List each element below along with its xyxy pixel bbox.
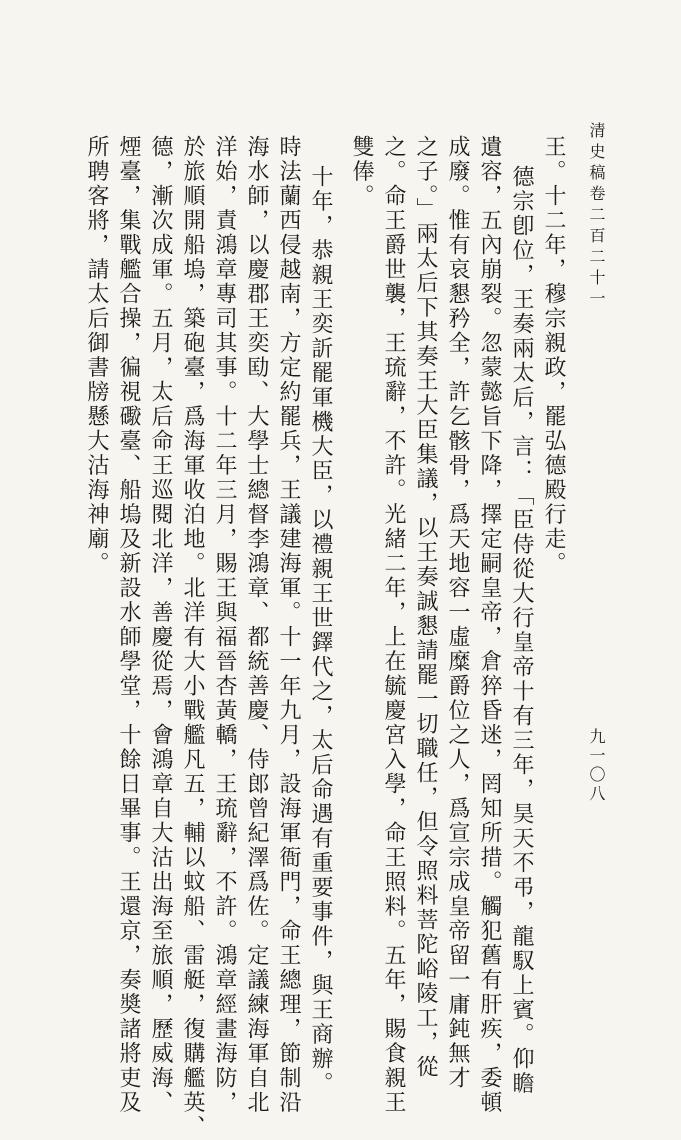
text-column-10: 海水師，以慶郡王奕劻、大學士總督李鴻章、都統善慶、侍郎曾紀澤爲佐。定議練海軍自北 bbox=[244, 135, 269, 1115]
text-column-5: 之子。」兩太后下其奏王大臣集議，以王奏誠懇請罷一切職任，但令照料菩陀峪陵工，從 bbox=[413, 135, 438, 1080]
text-column-2: 德宗卽位，王奏兩太后，言：「臣侍從大行皇帝十有三年，昊天不弔，龍馭上賓。仰瞻 bbox=[509, 165, 534, 1096]
text-column-15: 所聘客將，請太后御書牓懸大沽海神廟。 bbox=[84, 135, 109, 576]
text-column-3: 遺容，五內崩裂。忽蒙懿旨下降，擇定嗣皇帝，倉猝昏迷，罔知所措。觸犯舊有肝疾，委頓 bbox=[477, 135, 502, 1115]
text-column-1: 王。十二年，穆宗親政，罷弘德殿行走。 bbox=[541, 135, 566, 576]
text-column-8: 十年，恭親王奕訢罷軍機大臣，以禮親王世鐸代之，太后命遇有重要事件，與王商辦。 bbox=[308, 165, 333, 1096]
text-column-13: 德，漸次成軍。五月，太后命王巡閱北洋，善慶從焉，會鴻章自大沽出海至旅順，歷威海、 bbox=[148, 135, 173, 1115]
text-column-6: 之。命王爵世襲，王琉辭，不許。光緒二年，上在毓慶宮入學，命王照料。五年，賜食親王 bbox=[381, 135, 406, 1115]
page-number: 九一〇八 bbox=[587, 728, 606, 804]
text-column-4: 成廢。惟有哀懇矜全，許乞骸骨，爲天地容一虛糜爵位之人，爲宣宗成皇帝留一庸鈍無才 bbox=[445, 135, 470, 1091]
running-title: 清史稿卷二百二十一 bbox=[587, 122, 606, 311]
text-column-14: 煙臺，集戰艦合操，徧視礮臺、船塢及新設水師學堂，十餘日畢事。王還京，奏奬諸將吏及 bbox=[116, 135, 141, 1115]
text-column-11: 洋始，責鴻章專司其事。十二年三月，賜王與福晉杏黃轎，王琉辭，不許。鴻章經畫海防， bbox=[212, 135, 237, 1115]
text-column-7: 雙俸。 bbox=[349, 135, 374, 209]
text-column-9: 時法蘭西侵越南，方定約罷兵，王議建海軍。十一年九月，設海軍衙門，命王總理，節制沿 bbox=[276, 135, 301, 1115]
text-column-12: 於旅順開船塢，築砲臺，爲海軍收泊地。北洋有大小戰艦凡五，輔以蚊船、雷艇，復購艦英、 bbox=[180, 135, 205, 1140]
